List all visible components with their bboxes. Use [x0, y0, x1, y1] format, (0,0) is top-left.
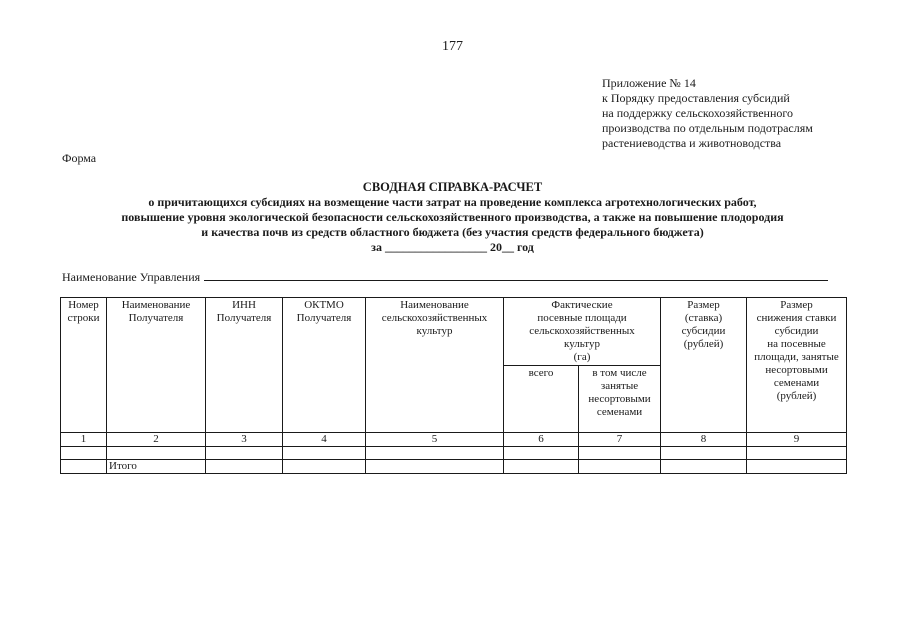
column-number: 5: [366, 433, 504, 447]
table-cell[interactable]: [206, 460, 283, 474]
header-oktmo: ОКТМО Получателя: [283, 298, 366, 433]
column-number: 8: [661, 433, 747, 447]
column-number: 1: [61, 433, 107, 447]
appendix-line: Приложение № 14: [602, 76, 696, 90]
table-cell[interactable]: [283, 447, 366, 460]
table-cell[interactable]: [283, 460, 366, 474]
header-crops: Наименование сельскохозяйственных культур: [366, 298, 504, 433]
table-cell[interactable]: [206, 447, 283, 460]
form-label: Форма: [62, 151, 97, 165]
table-cell[interactable]: [61, 447, 107, 460]
header-sown-area: Фактические посевные площади сельскохозяйственных культур (га): [504, 298, 661, 366]
column-number: 4: [283, 433, 366, 447]
table-cell[interactable]: [661, 447, 747, 460]
table-cell[interactable]: [579, 447, 661, 460]
title-line: и качества почв из средств областного бюджета (без участия средств федерального бюджета): [201, 225, 704, 239]
column-number: 6: [504, 433, 579, 447]
table-cell[interactable]: [661, 460, 747, 474]
column-number: 3: [206, 433, 283, 447]
title-line: повышение уровня экологической безопасности сельскохозяйственного производства, а также на повышение плодородия: [121, 210, 784, 224]
table-cell[interactable]: [107, 447, 206, 460]
column-number: 9: [747, 433, 847, 447]
appendix-line: на поддержку сельскохозяйственного: [602, 106, 794, 120]
column-number-row: [61, 433, 847, 447]
header-rate-reduction: Размер снижения ставки субсидии на посевные площади, занятые несортовыми семенами (рублей): [747, 298, 847, 433]
header-subsidy-rate: Размер (ставка) субсидии (рублей): [661, 298, 747, 433]
department-line: [62, 269, 828, 285]
table-cell[interactable]: [747, 460, 847, 474]
appendix-line: производства по отдельным подотраслям: [602, 121, 813, 135]
column-number: 2: [107, 433, 206, 447]
table-cell[interactable]: [504, 460, 579, 474]
column-number: 7: [579, 433, 661, 447]
header-recipient-name: Наименование Получателя: [107, 298, 206, 433]
appendix-line: к Порядку предоставления субсидий: [602, 91, 790, 105]
total-label: Итого: [107, 460, 206, 474]
title-main: СВОДНАЯ СПРАВКА-РАСЧЕТ: [362, 180, 543, 194]
table-cell[interactable]: [366, 447, 504, 460]
table-cell[interactable]: [579, 460, 661, 474]
table-cell[interactable]: [366, 460, 504, 474]
calculation-table: [60, 297, 847, 474]
data-row-empty: [61, 447, 847, 460]
document-title: [0, 180, 905, 255]
header-inn: ИНН Получателя: [206, 298, 283, 433]
appendix-note: [602, 76, 813, 151]
header-row-number: Номер строки: [61, 298, 107, 433]
header-area-nonvariety: в том числе занятые несортовыми семенами: [579, 366, 661, 433]
department-fill-line[interactable]: [204, 269, 828, 281]
total-row: [61, 460, 847, 474]
page-number: 177: [442, 39, 463, 54]
table-cell[interactable]: [747, 447, 847, 460]
title-line: о причитающихся субсидиях на возмещение части затрат на проведение комплекса агротехнологических работ,: [148, 195, 757, 209]
header-area-total: всего: [504, 366, 579, 433]
appendix-line: растениеводства и животноводства: [602, 136, 782, 150]
department-label: Наименование Управления: [62, 270, 201, 284]
table-cell[interactable]: [504, 447, 579, 460]
title-period-line: за _________________ 20__ год: [371, 240, 534, 254]
table-cell[interactable]: [61, 460, 107, 474]
